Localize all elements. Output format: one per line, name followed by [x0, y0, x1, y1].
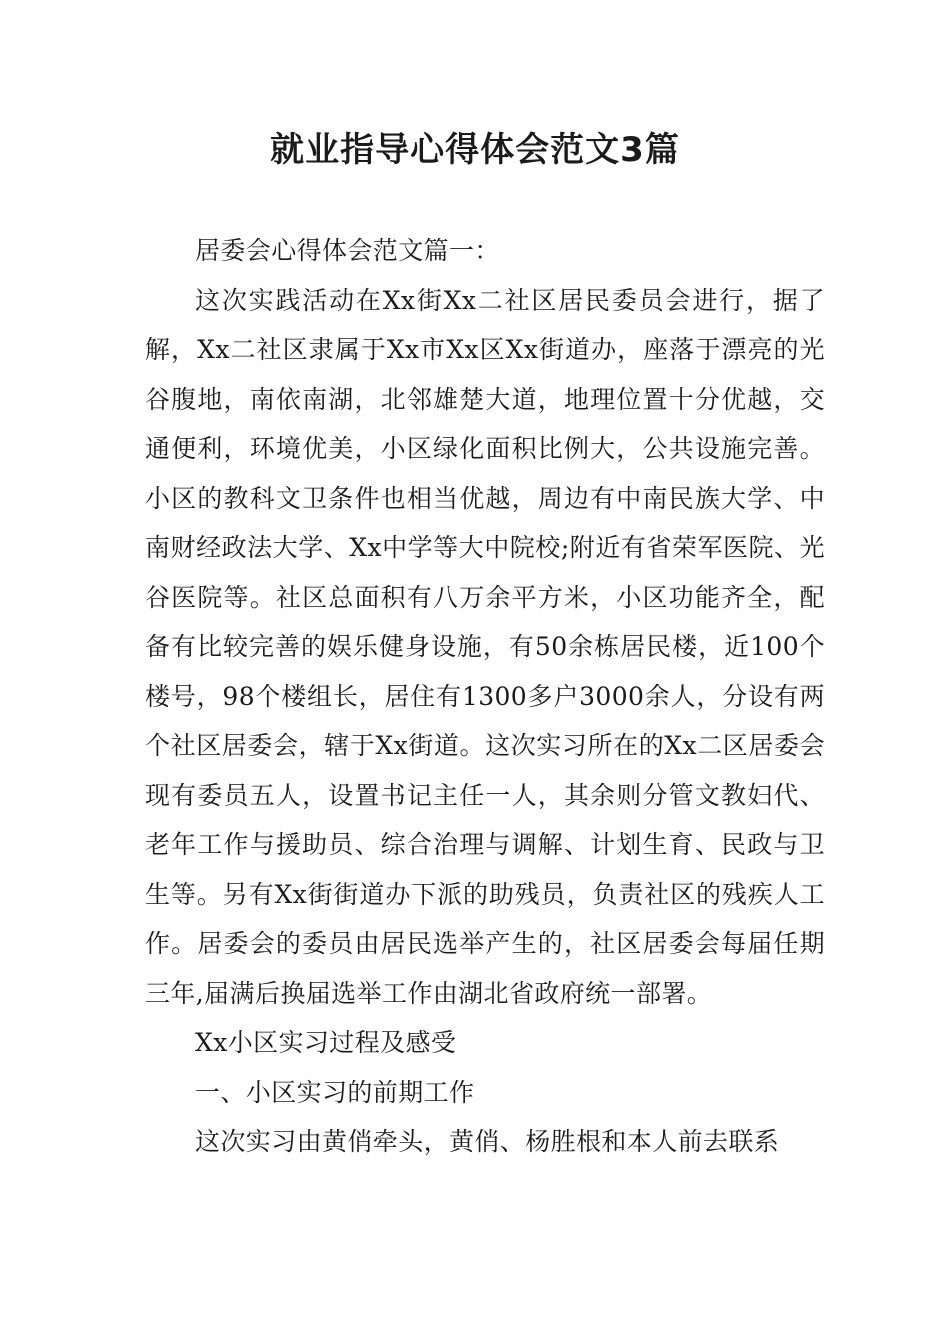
body-paragraph-community-intro: 这次实践活动在Xx街Xx二社区居民委员会进行，据了解，Xx二社区隶属于Xx市Xx区Xx街道办，座落于漂亮的光谷腹地，南依南湖，北邻雄楚大道，地理位置十分优越，交通便利，环境优美，小区绿化面积比例大，公共设施完善。小区的教科文卫条件也相当优越，周边有中南民族大学、中南财经政法大学、Xx中学等大中院校;附近有省荣军医院、光谷医院等。社区总面积有八万余平方米，小区功能齐全，配备有比较完善的娱乐健身设施，有50余栋居民楼，近100个楼号，98个楼组长，居住有1300多户3000余人，分设有两个社区居委会，辖于Xx街道。这次实习所在的Xx二区居委会现有委员五人，设置书记主任一人，其余则分管文教妇代、老年工作与援助员、综合治理与调解、计划生育、民政与卫生等。另有Xx街街道办下派的助残员，负责社区的残疾人工作。居委会的委员由居民选举产生的，社区居委会每届任期三年,届满后换届选举工作由湖北省政府统一部署。: [145, 285, 825, 1008]
document-title: 就业指导心得体会范文3篇: [270, 130, 680, 170]
section-heading-internship: Xx小区实习过程及感受: [195, 1028, 457, 1057]
section-heading-article-one: 居委会心得体会范文篇一：: [195, 236, 500, 265]
document-body: [145, 226, 825, 1167]
body-paragraph-internship-start: 这次实习由黄俏牵头，黄俏、杨胜根和本人前去联系: [195, 1127, 780, 1156]
section-heading-preliminary-work: 一、小区实习的前期工作: [195, 1077, 475, 1107]
